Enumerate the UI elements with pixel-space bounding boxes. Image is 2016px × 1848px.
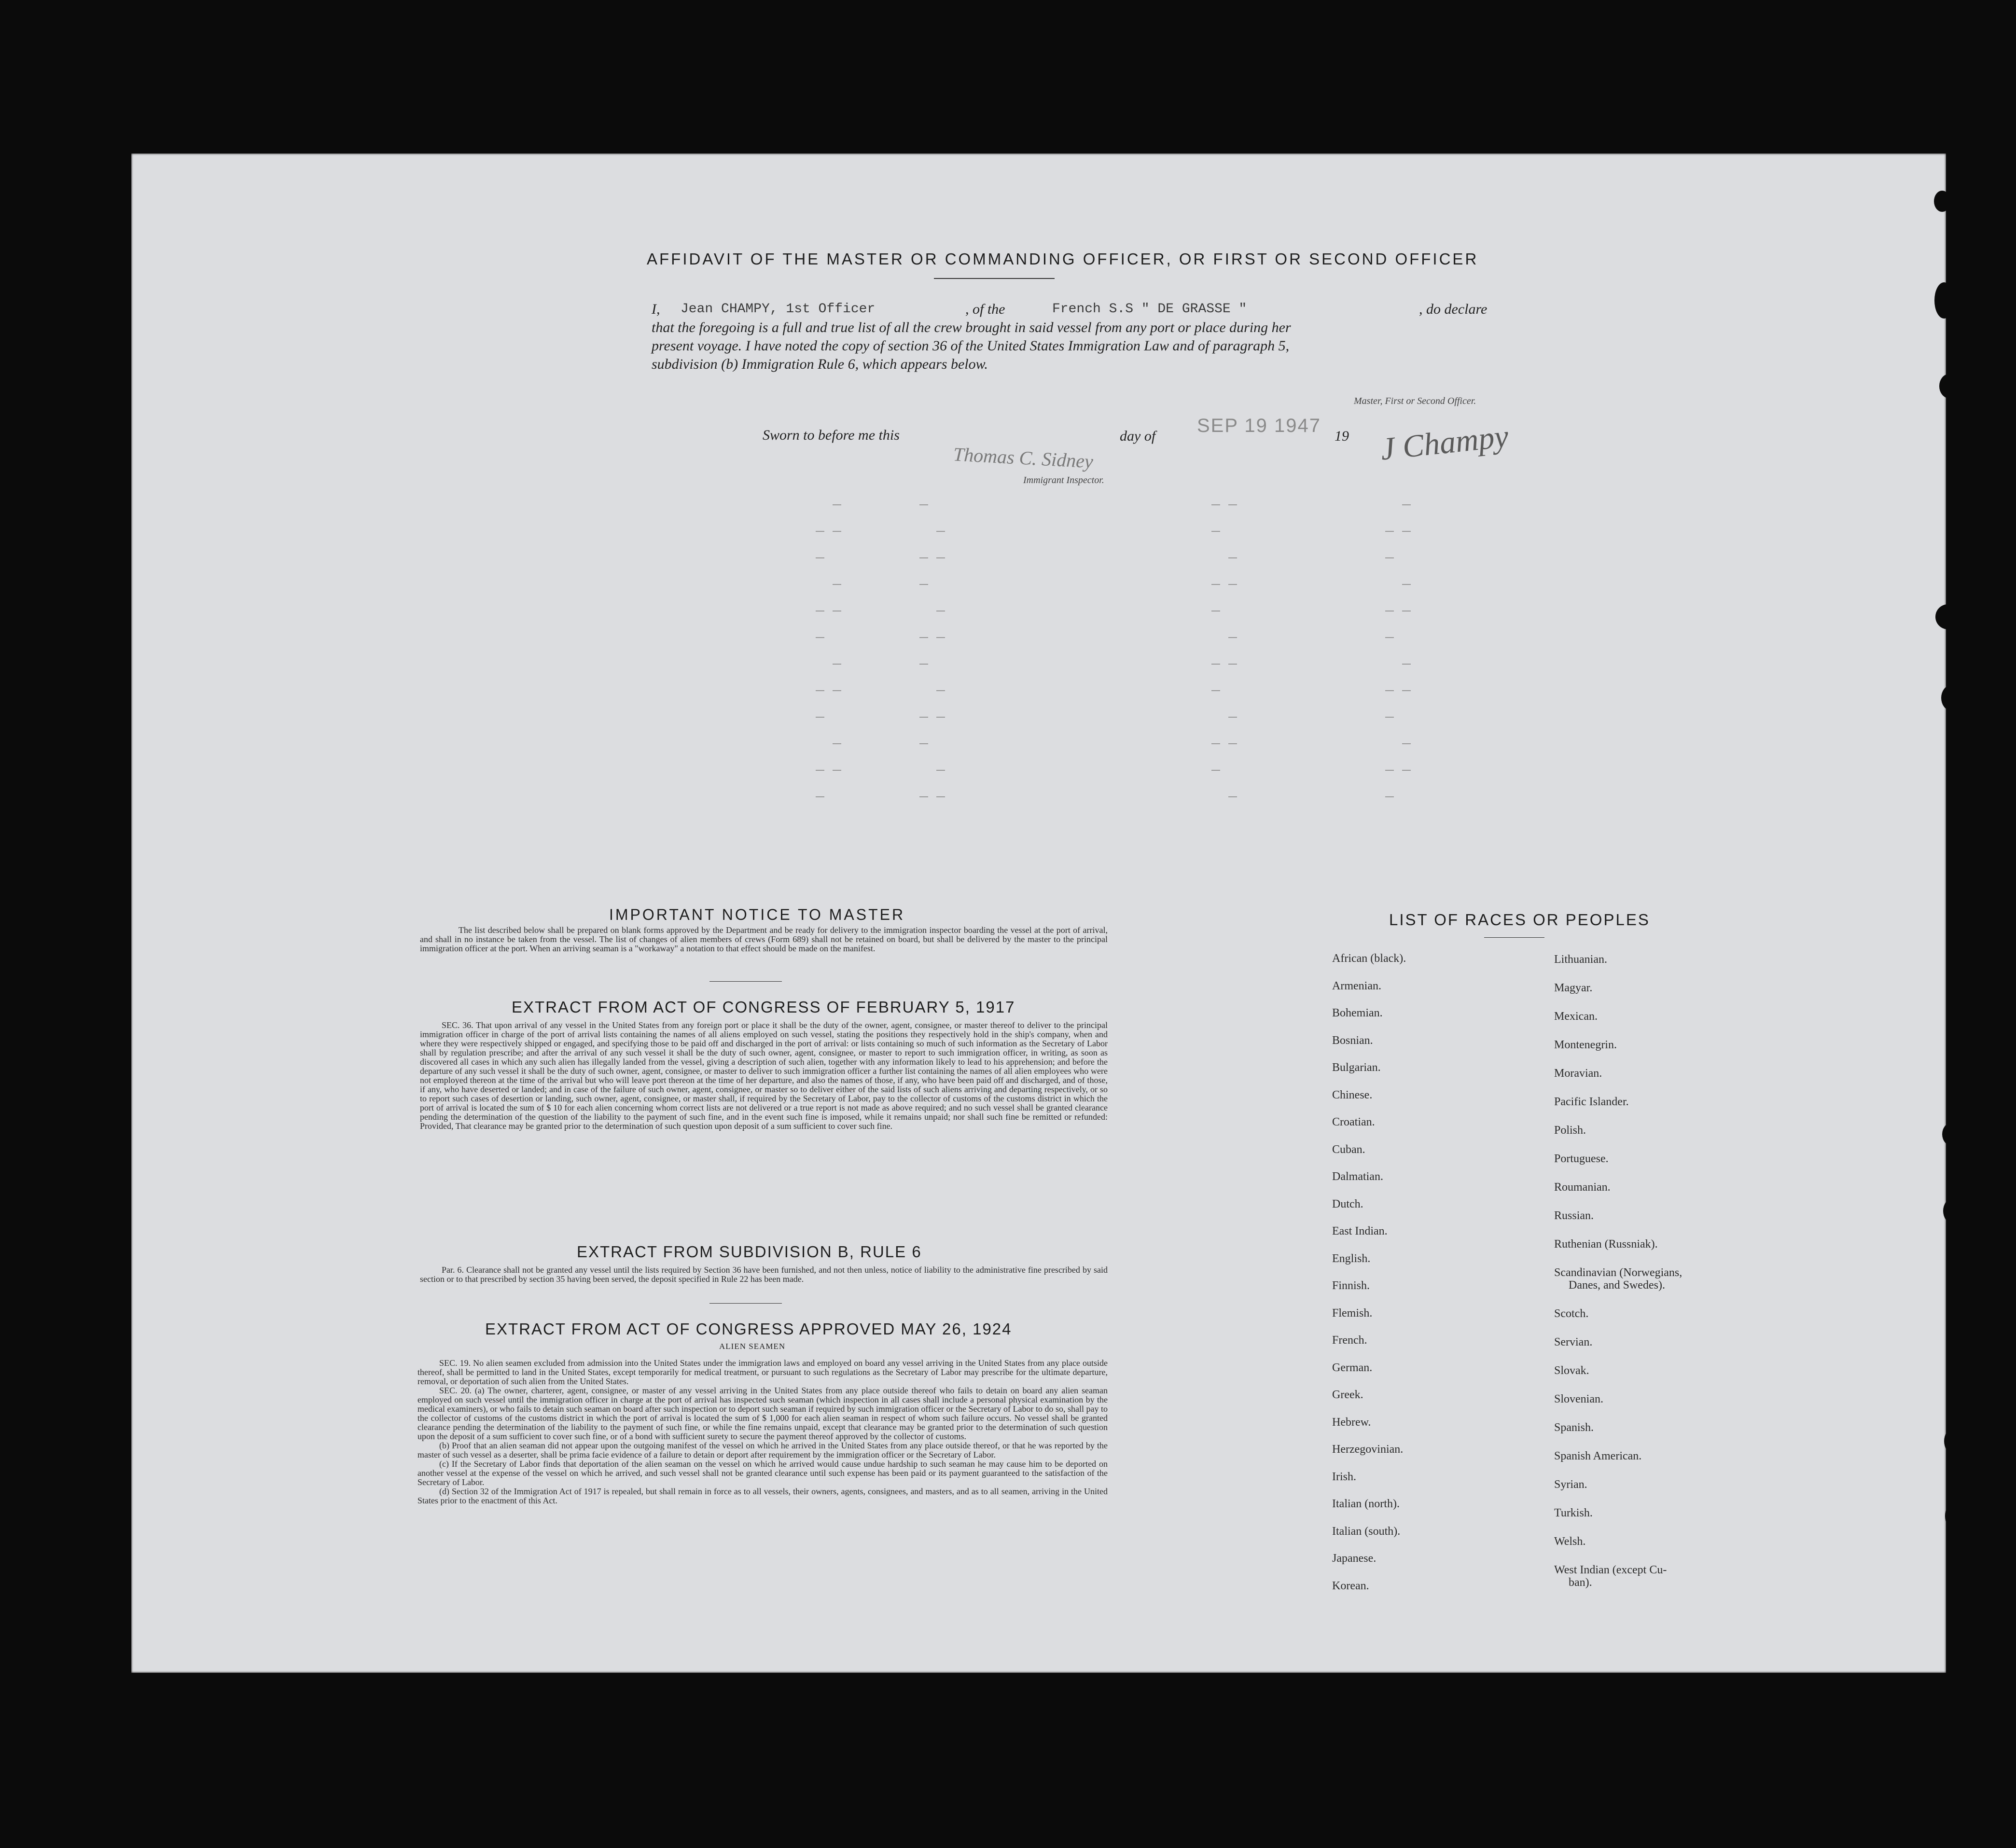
dash-mark (936, 637, 945, 638)
act1917-title: EXTRACT FROM ACT OF CONGRESS OF FEBRUARY 5, 1917 (512, 998, 1015, 1016)
affidavit-declaration (652, 300, 1525, 374)
dash-mark (1385, 531, 1394, 532)
punch-hole (1942, 1122, 1963, 1146)
notice-title: IMPORTANT NOTICE TO MASTER (609, 906, 905, 923)
race-item: West Indian (except Cu- (1554, 1564, 1667, 1576)
dash-mark (833, 743, 841, 744)
inspector-caption: Immigrant Inspector. (1023, 475, 1104, 486)
race-item: Flemish. (1332, 1306, 1373, 1320)
declaration-line-2: that the foregoing is a full and true list of all the crew brought in said vessel from any port or place during her (652, 320, 1291, 335)
rule6-title: EXTRACT FROM SUBDIVISION B, RULE 6 (577, 1243, 922, 1261)
declaration-line-3: present voyage. I have noted the copy of section 36 of the United States Immigration Law and of paragraph 5, (652, 338, 1290, 354)
dash-mark (1402, 504, 1411, 505)
year-prefix: 19 (1335, 428, 1349, 444)
act1924-sec20c: (c) If the Secretary of Labor finds that deportation of the alien seaman on the vessel on which he arrived would cause undue hardship to such seaman he may cause him to be deported on another vessel at the expense of the vessel on which he arrived, and such vessel shall not be granted clearance until such expense has been paid or its payment guaranteed to the satisfaction of the Secretary of Labor. (417, 1459, 1108, 1487)
dash-mark (919, 557, 928, 558)
race-item: Italian (south). (1332, 1525, 1401, 1538)
race-item: ban). (1569, 1576, 1592, 1589)
punch-hole (1934, 191, 1950, 212)
dash-mark (919, 584, 928, 585)
dash-mark (816, 557, 824, 558)
race-item: Ruthenian (Russniak). (1554, 1238, 1658, 1251)
race-item: Spanish. (1554, 1421, 1594, 1434)
rule6-body: Par. 6. Clearance shall not be granted any vessel until the lists required by Section 36 have been furnished, and not then unless, notice of liability to the administrative fine prescribed by said section or to that prescribed by section 35 having been served, the deposit specified in Rule 22 has been made. (420, 1265, 1108, 1284)
act1924-title: EXTRACT FROM ACT OF CONGRESS APPROVED MAY 26, 1924 (485, 1320, 1012, 1338)
dash-mark (919, 796, 928, 797)
race-item: Danes, and Swedes). (1569, 1279, 1665, 1292)
dash-mark (1211, 690, 1220, 691)
race-item: Slovak. (1554, 1364, 1589, 1377)
dash-mark (833, 504, 841, 505)
race-item: Spanish American. (1554, 1450, 1642, 1462)
act1924-sec20d: (d) Section 32 of the Immigration Act of 1917 is repealed, but shall remain in force as to all vessels, their owners, agents, consignees, and masters, and as to all seamen, arriving in the United States prior to the enactment of this Act. (417, 1487, 1108, 1505)
officer-caption: Master, First or Second Officer. (1354, 396, 1476, 406)
act1924-body (417, 1359, 1108, 1505)
dash-mark (919, 717, 928, 718)
dash-mark (816, 717, 824, 718)
race-item: Montenegrin. (1554, 1039, 1617, 1051)
punch-hole (1934, 282, 1954, 319)
race-item: Welsh. (1554, 1535, 1586, 1548)
dash-mark (1385, 717, 1394, 718)
race-item: French. (1332, 1334, 1367, 1347)
race-item: African (black). (1332, 952, 1406, 965)
dash-mark (936, 796, 945, 797)
dash-mark (1211, 743, 1220, 744)
dash-mark (816, 690, 824, 691)
race-item: Mexican. (1554, 1010, 1598, 1023)
dash-mark (1228, 743, 1237, 744)
race-item: Bulgarian. (1332, 1061, 1381, 1074)
dash-mark (1211, 770, 1220, 771)
dash-mark (919, 504, 928, 505)
race-item: Finnish. (1332, 1279, 1370, 1292)
race-item: Pacific Islander. (1554, 1096, 1629, 1108)
dash-mark (1385, 637, 1394, 638)
race-item: Roumanian. (1554, 1181, 1611, 1194)
section-divider (709, 1303, 782, 1304)
dash-mark (833, 584, 841, 585)
inspector-signature: Thomas C. Sidney (953, 443, 1094, 472)
officer-name: Jean CHAMPY, 1st Officer (681, 302, 876, 317)
dash-mark (1402, 743, 1411, 744)
dash-mark (919, 743, 928, 744)
punch-hole (1945, 1503, 1962, 1528)
punch-hole (1935, 604, 1960, 629)
dash-mark (1402, 531, 1411, 532)
dash-mark (816, 637, 824, 638)
race-item: Dutch. (1332, 1197, 1363, 1210)
affidavit-title: AFFIDAVIT OF THE MASTER OR COMMANDING OFFICER, OR FIRST OR SECOND OFFICER (647, 250, 1479, 268)
race-item: Chinese. (1332, 1088, 1373, 1101)
dash-mark (1385, 770, 1394, 771)
declare-i: I, (652, 301, 660, 317)
race-item: Japanese. (1332, 1552, 1376, 1565)
race-item: Italian (north). (1332, 1498, 1400, 1510)
race-item: Croatian. (1332, 1116, 1375, 1128)
title-underline (934, 278, 1055, 279)
dash-mark (919, 664, 928, 665)
dash-mark (833, 690, 841, 691)
dash-mark (833, 531, 841, 532)
dash-mark (936, 717, 945, 718)
race-item: Turkish. (1554, 1507, 1593, 1519)
race-item: Portuguese. (1554, 1153, 1609, 1165)
dash-mark (1402, 770, 1411, 771)
dash-mark (816, 531, 824, 532)
dash-mark (816, 770, 824, 771)
race-item: Servian. (1554, 1336, 1593, 1348)
dash-mark (936, 557, 945, 558)
do-declare-text: , do declare (1419, 301, 1488, 317)
act1924-sec20a: SEC. 20. (a) The owner, charterer, agent, consignee, or master of any vessel arriving in the United States from any place outside thereof who fails to detain on board any alien seaman employed on such vessel until the immigration officer in charge at the port of arrival has inspected such seaman (which inspection in all cases shall include a personal physical examination by the medical examiners), or who fails to detain such seaman on board after such inspection or to deport such seaman if required by such immigration officer or the Secretary of Labor to do so, shall pay to the collector of customs of the customs district in which the port of arrival is located the sum of $ 1,000 for each alien seaman in respect of whom such failure occurs. No vessel shall be granted clearance pending the determination of the liability to the payment of such fine, or while the fine remains unpaid, except that clearance may be granted prior to the determination of such question upon the deposit of a sum sufficient to cover such fine, or of a bond with sufficient surety to secure the payment thereof approved by the collector of customs. (417, 1386, 1108, 1441)
punch-hole (1943, 1198, 1962, 1223)
date-stamp: SEP 19 1947 (1197, 415, 1321, 436)
dash-mark (1385, 796, 1394, 797)
race-item: German. (1332, 1361, 1373, 1374)
dash-mark (1211, 664, 1220, 665)
dash-mark (1228, 504, 1237, 505)
dash-mark (833, 770, 841, 771)
dash-mark (919, 637, 928, 638)
race-item: Greek. (1332, 1389, 1363, 1401)
races-title-underline (1484, 937, 1544, 938)
dash-mark (1228, 717, 1237, 718)
race-item: East Indian. (1332, 1225, 1388, 1237)
race-item: Magyar. (1554, 982, 1593, 994)
dash-mark (1211, 584, 1220, 585)
race-item: Scandinavian (Norwegians, (1554, 1266, 1682, 1279)
vessel-name: French S.S " DE GRASSE " (1052, 302, 1247, 317)
punch-hole (1939, 374, 1959, 398)
race-item: Syrian. (1554, 1478, 1587, 1491)
race-item: Herzegovinian. (1332, 1443, 1404, 1456)
race-item: Bosnian. (1332, 1034, 1373, 1047)
race-item: English. (1332, 1252, 1371, 1265)
act1917-body: SEC. 36. That upon arrival of any vessel in the United States from any foreign port or place it shall be the duty of the owner, agent, consignee, or master thereof to deliver to the principal immigration officer in charge of the port of arrival lists containing the names of all aliens employed on such vessel, stating the positions they respectively hold in the ship's company, when and where they were respectively shipped or engaged, and specifying those to be paid off and discharged in the port of arrival: or lists containing so much of such information as the Secretary of Labor shall by regulation prescribe; and after the arrival of any such vessel it shall be the duty of such owner, agent, consignee, or master to report to such immigration officer, in writing, as soon as discovered all cases in which any such alien has illegally landed from the vessel, giving a description of such alien, together with any information likely to lead to his apprehension; and before the departure of any such vessel it shall be the duty of such owner, agent, consignee, or master to deliver to such immigration officer a further list containing the names of all alien employees who were not employed thereon at the time of the arrival but who will leave port thereon at the time of her departure, and also the names of those, if any, who have been paid off and discharged, and of those, if any, who have deserted or landed; and in case of the failure of such owner, agent, consignee, or master so to deliver either of the said lists of such aliens arriving and departing respectively, or so to report such cases of desertion or landing, such owner, agent, consignee, or master shall, if required by the Secretary of Labor, pay to the collector of customs of the customs district in which the port of arrival is located the sum of $ 10 for each alien concerning whom correct lists are not delivered or a true report is not made as above required; and no such vessel shall be granted clearance pending the determination of the question of the liability to the payment of such fine, and in the event such fine is imposed, while it remains unpaid; nor shall such fine be remitted or refunded: Provided, That clearance may be granted prior to the determination of such question upon deposit of a sum sufficient to cover such fine. (420, 1020, 1108, 1131)
notice-body: The list described below shall be prepared on blank forms approved by the Department and be ready for delivery to the immigration inspector boarding the vessel at the port of arrival, and shall in no instance be taken from the vessel. The list of changes of alien members of crews (Form 689) shall not be retained on board, but shall be delivered by the master to the principal immigration officer at the port. When an arriving seaman is a "workaway" a notation to that effect should be made on the manifest. (420, 925, 1108, 953)
race-item: Lithuanian. (1554, 953, 1607, 966)
race-item: Slovenian. (1554, 1393, 1603, 1405)
race-item: Bohemian. (1332, 1007, 1383, 1019)
race-item: Russian. (1554, 1209, 1594, 1222)
dash-mark (1228, 557, 1237, 558)
race-item: Armenian. (1332, 979, 1381, 992)
section-divider (709, 981, 782, 982)
act1924-sec19: SEC. 19. No alien seamen excluded from admission into the United States under the immigration laws and employed on board any vessel arriving in the United States from any place outside thereof, shall be permitted to land in the United States, except temporarily for medical treatment, or pursuant to such regulations as the Secretary of Labor may prescribe for the ultimate departure, removal, or deportation of such alien from the United States. (417, 1358, 1108, 1386)
of-the-label: , of the (965, 301, 1005, 317)
dash-mark (1228, 796, 1237, 797)
dash-mark (1402, 690, 1411, 691)
officer-signature: J Champy (1378, 418, 1510, 467)
dash-mark (816, 796, 824, 797)
sworn-text: Sworn to before me this (763, 427, 900, 443)
act1924-sec20b: (b) Proof that an alien seaman did not appear upon the outgoing manifest of the vessel on which he arrived in the United States from any place outside thereof, or that he was reported by the master of such vessel as a deserter, shall be prima facie evidence of a failure to detain or deport after requirement by the immigration officer or the Secretary of Labor. (417, 1441, 1108, 1459)
dash-mark (936, 770, 945, 771)
act1924-subtitle: ALIEN SEAMEN (719, 1342, 786, 1351)
dash-mark (936, 531, 945, 532)
dash-mark (1228, 664, 1237, 665)
dash-mark (1402, 664, 1411, 665)
dash-mark (1228, 637, 1237, 638)
dash-mark (1211, 504, 1220, 505)
race-item: Scotch. (1554, 1307, 1589, 1320)
race-item: Irish. (1332, 1470, 1356, 1483)
race-item: Cuban. (1332, 1143, 1365, 1156)
dash-mark (833, 664, 841, 665)
day-of-text: day of (1120, 428, 1156, 444)
dash-mark (936, 690, 945, 691)
dash-mark (1228, 584, 1237, 585)
declaration-line-1 (652, 300, 1525, 319)
dash-mark (1385, 557, 1394, 558)
dash-mark (1402, 584, 1411, 585)
race-item: Polish. (1554, 1124, 1586, 1137)
race-item: Hebrew. (1332, 1416, 1371, 1429)
race-item: Moravian. (1554, 1067, 1602, 1080)
declaration-line-4: subdivision (b) Immigration Rule 6, which appears below. (652, 356, 988, 372)
races-title: LIST OF RACES OR PEOPLES (1389, 911, 1650, 929)
punch-hole (1944, 1429, 1962, 1454)
dash-mark (1385, 690, 1394, 691)
race-item: Dalmatian. (1332, 1170, 1383, 1183)
dash-mark (1211, 531, 1220, 532)
race-item: Korean. (1332, 1579, 1369, 1592)
punch-hole (1941, 685, 1960, 710)
